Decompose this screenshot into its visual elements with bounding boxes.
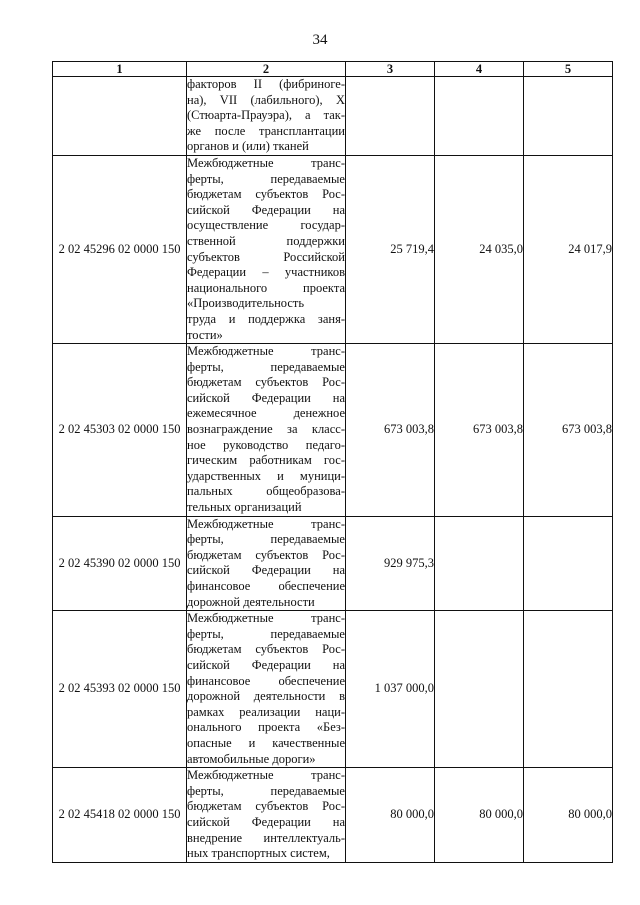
description-lines [187,77,345,155]
value-cell-col3 [346,77,435,156]
value-cell-col4 [435,611,524,768]
budget-code-cell: 2 02 45393 02 0000 150 [53,611,187,768]
description-line: опасные и качественные [187,735,345,750]
description-line: финансовое обеспечение [187,579,345,593]
budget-code-cell: 2 02 45303 02 0000 150 [53,344,187,517]
table-row [53,77,613,156]
description-line: бюджетам субъектов Рос- [187,375,345,390]
value-cell-col5 [524,516,613,611]
value-cell-col4 [435,516,524,611]
budget-code-cell: 2 02 45418 02 0000 150 [53,768,187,863]
description-line: финансовое обеспечение [187,673,345,688]
value-cell-col3: 1 037 000,0 [346,611,435,768]
description-line: бюджетам субъектов Рос- [187,547,345,562]
description-lines [187,344,345,516]
description-cell [187,77,346,156]
description-cell [187,611,346,768]
description-line: гическим работникам гос- [187,453,345,468]
table-header-row [53,62,613,77]
value-cell-col3: 673 003,8 [346,344,435,517]
description-lines [187,611,345,767]
description-lines [187,156,345,343]
description-line: сийской Федерации на [187,563,345,578]
budget-code-cell: 2 02 45390 02 0000 150 [53,516,187,611]
description-line: вознаграждение за класс- [187,422,345,437]
column-header-3: 3 [346,62,435,77]
description-line: «Производительность [187,296,305,311]
description-line: Межбюджетные транс- [187,344,345,359]
description-line: тельных организаций [187,500,302,515]
description-line: субъектов Российской [187,249,345,264]
description-cell [187,344,346,517]
table-row [53,155,613,343]
column-header-5: 5 [524,62,613,77]
column-header-2: 2 [187,62,346,77]
table-row [53,344,613,517]
description-cell [187,155,346,343]
description-line: ферты, передаваемые [187,171,345,186]
description-line: бюджетам субъектов Рос- [187,799,345,814]
value-cell-col3: 929 975,3 [346,516,435,611]
value-cell-col5: 80 000,0 [524,768,613,863]
table-row [53,611,613,768]
description-line: сийской Федерации на [187,814,345,829]
description-line: внедрение интеллектуаль- [187,830,345,845]
description-line: сийской Федерации на [187,202,345,217]
table-row [53,768,613,863]
value-cell-col5 [524,611,613,768]
description-line: осуществление государ- [187,218,345,233]
description-line: Межбюджетные транс- [187,516,345,531]
budget-table [52,61,613,863]
description-line: труда и поддержка заня- [187,311,345,326]
value-cell-col4 [435,77,524,156]
description-line: сийской Федерации на [187,657,345,672]
description-line: пальных общеобразова- [187,484,345,499]
description-line: дорожной деятельности [187,594,315,609]
value-cell-col3: 25 719,4 [346,155,435,343]
table-body [53,77,613,863]
description-line: ственной поддержки [187,233,345,248]
description-line: Межбюджетные транс- [187,155,345,170]
value-cell-col5 [524,77,613,156]
description-line: Федерации – участников [187,265,345,280]
description-line: рамках реализации наци- [187,704,345,719]
description-line: ферты, передаваемые [187,532,345,547]
value-cell-col4: 80 000,0 [435,768,524,863]
description-line: ферты, передаваемые [187,783,345,798]
value-cell-col5: 24 017,9 [524,155,613,343]
column-header-4: 4 [435,62,524,77]
description-line: ферты, передаваемые [187,359,345,374]
description-line: бюджетам субъектов Рос- [187,187,345,202]
description-line: бюджетам субъектов Рос- [187,642,345,657]
description-line: автомобильные дороги» [187,751,316,766]
description-line: Межбюджетные транс- [187,768,345,783]
description-line: ное руководство педаго- [187,437,345,452]
value-cell-col4: 673 003,8 [435,344,524,517]
description-line: ных транспортных систем, [187,846,330,861]
table-row [53,516,613,611]
description-line: дорожной деятельности в [187,689,345,704]
description-line: (Стюарта-Прауэра), а так- [187,108,345,123]
description-line: ферты, передаваемые [187,626,345,641]
description-line: онального проекта «Без- [187,720,345,735]
description-lines [187,517,345,611]
value-cell-col4: 24 035,0 [435,155,524,343]
budget-code-cell: 2 02 45296 02 0000 150 [53,155,187,343]
description-line: органов и (или) тканей [187,139,309,154]
description-line: ударственных и муници- [187,468,345,483]
description-cell [187,768,346,863]
page-number: 34 [312,32,328,48]
description-line: Межбюджетные транс- [187,611,345,626]
column-header-1: 1 [53,62,187,77]
description-line: на), VII (лабильного), X [187,92,345,107]
description-line: национального проекта [187,280,345,295]
description-line: же после трансплантации [187,123,345,138]
description-line: ежемесячное денежное [187,406,345,421]
description-lines [187,768,345,862]
description-line: факторов II (фибриноге- [187,77,345,91]
value-cell-col3: 80 000,0 [346,768,435,863]
value-cell-col5: 673 003,8 [524,344,613,517]
budget-code-cell [53,77,187,156]
description-line: тости» [187,327,223,342]
description-line: сийской Федерации на [187,390,345,405]
description-cell [187,516,346,611]
